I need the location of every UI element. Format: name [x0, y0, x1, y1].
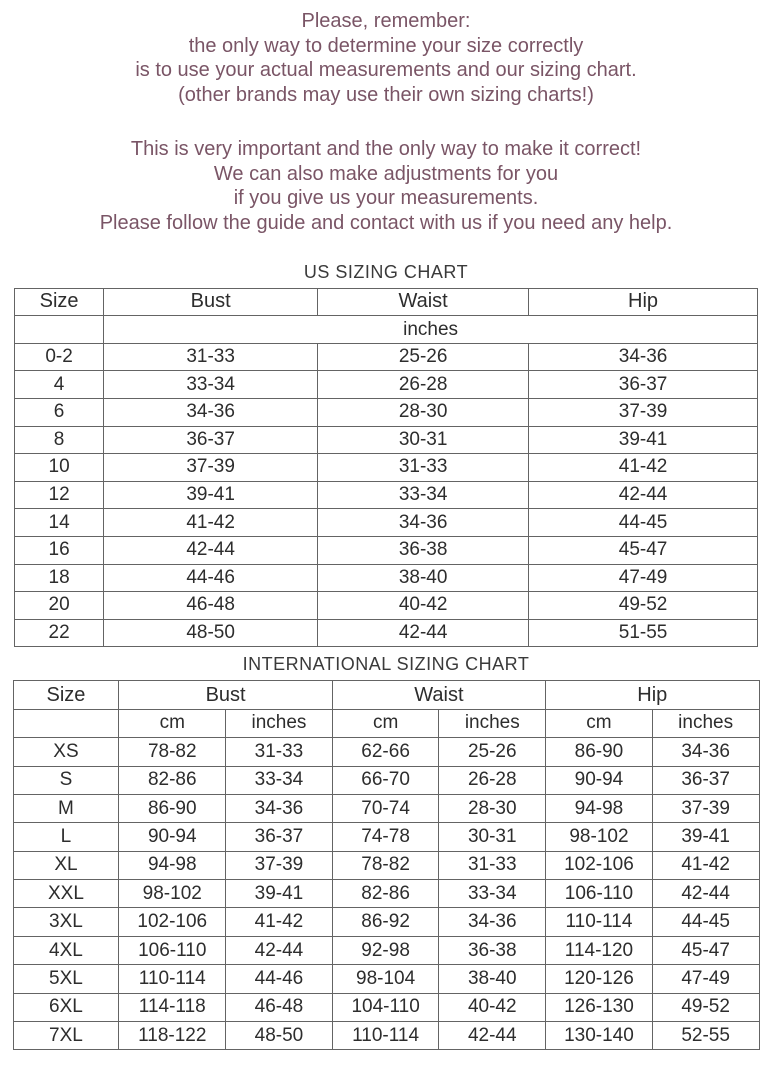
intro-line: This is very important and the only way to make it correct! — [130, 137, 642, 160]
cell-hip-inches: 52-55 — [652, 1022, 759, 1050]
intl-header-row — [13, 681, 759, 709]
cell-bust-cm: 94-98 — [119, 851, 226, 879]
us-unit-empty-cell — [15, 316, 104, 344]
cell-hip-inches: 42-44 — [652, 880, 759, 908]
cell-hip: 39-41 — [529, 426, 758, 454]
cell-hip-cm: 90-94 — [546, 766, 653, 794]
cell-size: 16 — [15, 536, 104, 564]
cell-size: XL — [13, 851, 119, 879]
cell-size: S — [13, 766, 119, 794]
cell-waist-cm: 74-78 — [332, 823, 439, 851]
cell-size: 7XL — [13, 1022, 119, 1050]
us-sizing-table — [14, 288, 758, 648]
cell-hip-inches: 41-42 — [652, 851, 759, 879]
table-row — [13, 908, 759, 936]
cell-hip: 41-42 — [529, 454, 758, 482]
cell-bust-inches: 42-44 — [226, 936, 333, 964]
cell-bust: 46-48 — [104, 592, 318, 620]
intl-col-header-bust: Bust — [119, 681, 332, 709]
intl-unit-waist-cm: cm — [332, 709, 439, 737]
table-row — [13, 738, 759, 766]
cell-size: 12 — [15, 481, 104, 509]
cell-bust-inches: 36-37 — [226, 823, 333, 851]
intl-unit-row — [13, 709, 759, 737]
cell-hip: 42-44 — [529, 481, 758, 509]
cell-waist-inches: 31-33 — [439, 851, 546, 879]
cell-waist: 33-34 — [318, 481, 529, 509]
cell-waist: 30-31 — [318, 426, 529, 454]
cell-waist: 36-38 — [318, 536, 529, 564]
cell-waist-cm: 86-92 — [332, 908, 439, 936]
cell-hip: 36-37 — [529, 371, 758, 399]
cell-bust: 48-50 — [104, 619, 318, 647]
table-row — [13, 880, 759, 908]
cell-waist: 42-44 — [318, 619, 529, 647]
international-sizing-table — [13, 680, 760, 1050]
cell-hip: 34-36 — [529, 343, 758, 371]
cell-hip: 45-47 — [529, 536, 758, 564]
cell-hip-cm: 110-114 — [546, 908, 653, 936]
international-chart-title: INTERNATIONAL SIZING CHART — [242, 654, 530, 675]
cell-hip: 51-55 — [529, 619, 758, 647]
cell-size: 4XL — [13, 936, 119, 964]
intro-line: if you give us your measurements. — [233, 187, 539, 210]
cell-bust-inches: 46-48 — [226, 993, 333, 1021]
table-row — [15, 371, 758, 399]
cell-hip-inches: 37-39 — [652, 794, 759, 822]
cell-hip: 44-45 — [529, 509, 758, 537]
cell-bust-inches: 34-36 — [226, 794, 333, 822]
cell-waist-inches: 42-44 — [439, 1022, 546, 1050]
cell-hip-inches: 44-45 — [652, 908, 759, 936]
table-row — [15, 592, 758, 620]
cell-bust: 41-42 — [104, 509, 318, 537]
cell-waist-cm: 92-98 — [332, 936, 439, 964]
cell-size: 6XL — [13, 993, 119, 1021]
cell-size: M — [13, 794, 119, 822]
intl-unit-bust-cm: cm — [119, 709, 226, 737]
table-row — [13, 794, 759, 822]
table-row — [15, 564, 758, 592]
cell-waist-cm: 66-70 — [332, 766, 439, 794]
table-row — [15, 454, 758, 482]
cell-hip-inches: 39-41 — [652, 823, 759, 851]
cell-hip-cm: 130-140 — [546, 1022, 653, 1050]
intl-col-header-waist: Waist — [332, 681, 545, 709]
table-row — [13, 851, 759, 879]
cell-waist-inches: 38-40 — [439, 965, 546, 993]
cell-waist-cm: 62-66 — [332, 738, 439, 766]
cell-hip: 37-39 — [529, 399, 758, 427]
cell-size: 3XL — [13, 908, 119, 936]
table-row — [15, 399, 758, 427]
table-row — [15, 426, 758, 454]
cell-waist-inches: 26-28 — [439, 766, 546, 794]
cell-hip-inches: 34-36 — [652, 738, 759, 766]
us-col-header-size: Size — [15, 288, 104, 316]
intl-unit-empty-cell — [13, 709, 119, 737]
cell-bust: 44-46 — [104, 564, 318, 592]
cell-waist-cm: 104-110 — [332, 993, 439, 1021]
cell-bust-cm: 110-114 — [119, 965, 226, 993]
cell-size: 18 — [15, 564, 104, 592]
cell-waist-cm: 70-74 — [332, 794, 439, 822]
intro-line: We can also make adjustments for you — [213, 162, 559, 185]
intl-unit-hip-cm: cm — [546, 709, 653, 737]
table-row — [13, 965, 759, 993]
table-row — [13, 1022, 759, 1050]
cell-waist-inches: 40-42 — [439, 993, 546, 1021]
cell-waist: 40-42 — [318, 592, 529, 620]
table-row — [15, 509, 758, 537]
cell-bust-inches: 44-46 — [226, 965, 333, 993]
cell-hip-inches: 36-37 — [652, 766, 759, 794]
cell-waist: 38-40 — [318, 564, 529, 592]
cell-bust: 39-41 — [104, 481, 318, 509]
cell-waist: 25-26 — [318, 343, 529, 371]
cell-waist-inches: 36-38 — [439, 936, 546, 964]
us-col-header-bust: Bust — [104, 288, 318, 316]
cell-bust-inches: 37-39 — [226, 851, 333, 879]
cell-size: 0-2 — [15, 343, 104, 371]
cell-bust-cm: 106-110 — [119, 936, 226, 964]
cell-size: XXL — [13, 880, 119, 908]
cell-bust-cm: 118-122 — [119, 1022, 226, 1050]
cell-size: 4 — [15, 371, 104, 399]
cell-size: 6 — [15, 399, 104, 427]
cell-hip-inches: 47-49 — [652, 965, 759, 993]
us-col-header-waist: Waist — [318, 288, 529, 316]
intl-col-header-hip: Hip — [546, 681, 759, 709]
cell-hip-inches: 45-47 — [652, 936, 759, 964]
cell-hip: 47-49 — [529, 564, 758, 592]
cell-waist-inches: 25-26 — [439, 738, 546, 766]
cell-bust-cm: 98-102 — [119, 880, 226, 908]
cell-bust: 34-36 — [104, 399, 318, 427]
table-row — [15, 619, 758, 647]
cell-size: 5XL — [13, 965, 119, 993]
cell-waist: 26-28 — [318, 371, 529, 399]
intl-unit-hip-inches: inches — [652, 709, 759, 737]
cell-waist-inches: 34-36 — [439, 908, 546, 936]
cell-bust-cm: 102-106 — [119, 908, 226, 936]
cell-size: 22 — [15, 619, 104, 647]
cell-bust-cm: 90-94 — [119, 823, 226, 851]
cell-bust-inches: 48-50 — [226, 1022, 333, 1050]
cell-hip-cm: 94-98 — [546, 794, 653, 822]
cell-hip-cm: 106-110 — [546, 880, 653, 908]
cell-bust-cm: 82-86 — [119, 766, 226, 794]
intro-line: (other brands may use their own sizing charts!) — [178, 84, 594, 107]
cell-bust: 36-37 — [104, 426, 318, 454]
intl-unit-waist-inches: inches — [439, 709, 546, 737]
table-row — [13, 936, 759, 964]
cell-bust: 37-39 — [104, 454, 318, 482]
cell-hip-cm: 120-126 — [546, 965, 653, 993]
cell-size: 10 — [15, 454, 104, 482]
cell-waist-cm: 82-86 — [332, 880, 439, 908]
cell-waist-inches: 30-31 — [439, 823, 546, 851]
cell-waist: 28-30 — [318, 399, 529, 427]
cell-size: 8 — [15, 426, 104, 454]
cell-size: 20 — [15, 592, 104, 620]
cell-hip-inches: 49-52 — [652, 993, 759, 1021]
cell-hip-cm: 126-130 — [546, 993, 653, 1021]
cell-waist-inches: 33-34 — [439, 880, 546, 908]
cell-hip-cm: 114-120 — [546, 936, 653, 964]
table-row — [13, 823, 759, 851]
table-row — [13, 766, 759, 794]
intro-line: the only way to determine your size correctly — [188, 34, 584, 57]
intl-col-header-size: Size — [13, 681, 119, 709]
cell-size: 14 — [15, 509, 104, 537]
table-row — [15, 343, 758, 371]
cell-bust-cm: 78-82 — [119, 738, 226, 766]
cell-size: XS — [13, 738, 119, 766]
cell-bust: 33-34 — [104, 371, 318, 399]
cell-hip-cm: 86-90 — [546, 738, 653, 766]
intro-text-block — [0, 0, 772, 236]
intro-line: Please, remember: — [301, 10, 471, 32]
table-row — [15, 481, 758, 509]
cell-hip: 49-52 — [529, 592, 758, 620]
cell-waist-cm: 78-82 — [332, 851, 439, 879]
cell-bust-cm: 114-118 — [119, 993, 226, 1021]
cell-waist-cm: 98-104 — [332, 965, 439, 993]
cell-bust-inches: 39-41 — [226, 880, 333, 908]
cell-hip-cm: 102-106 — [546, 851, 653, 879]
cell-bust: 42-44 — [104, 536, 318, 564]
us-header-row — [15, 288, 758, 316]
cell-waist: 31-33 — [318, 454, 529, 482]
cell-bust-inches: 31-33 — [226, 738, 333, 766]
us-unit-cell: inches — [104, 316, 758, 344]
cell-waist-cm: 110-114 — [332, 1022, 439, 1050]
cell-waist-inches: 28-30 — [439, 794, 546, 822]
us-col-header-hip: Hip — [529, 288, 758, 316]
cell-bust-inches: 41-42 — [226, 908, 333, 936]
cell-bust-cm: 86-90 — [119, 794, 226, 822]
us-unit-row — [15, 316, 758, 344]
table-row — [13, 993, 759, 1021]
intl-unit-bust-inches: inches — [226, 709, 333, 737]
cell-bust-inches: 33-34 — [226, 766, 333, 794]
cell-hip-cm: 98-102 — [546, 823, 653, 851]
intro-line: Please follow the guide and contact with us if you need any help. — [99, 211, 673, 234]
us-chart-title: US SIZING CHART — [303, 261, 469, 282]
paragraph-gap — [0, 108, 772, 137]
cell-bust: 31-33 — [104, 343, 318, 371]
table-row — [15, 536, 758, 564]
cell-size: L — [13, 823, 119, 851]
intro-line: is to use your actual measurements and our sizing chart. — [135, 59, 637, 82]
cell-waist: 34-36 — [318, 509, 529, 537]
